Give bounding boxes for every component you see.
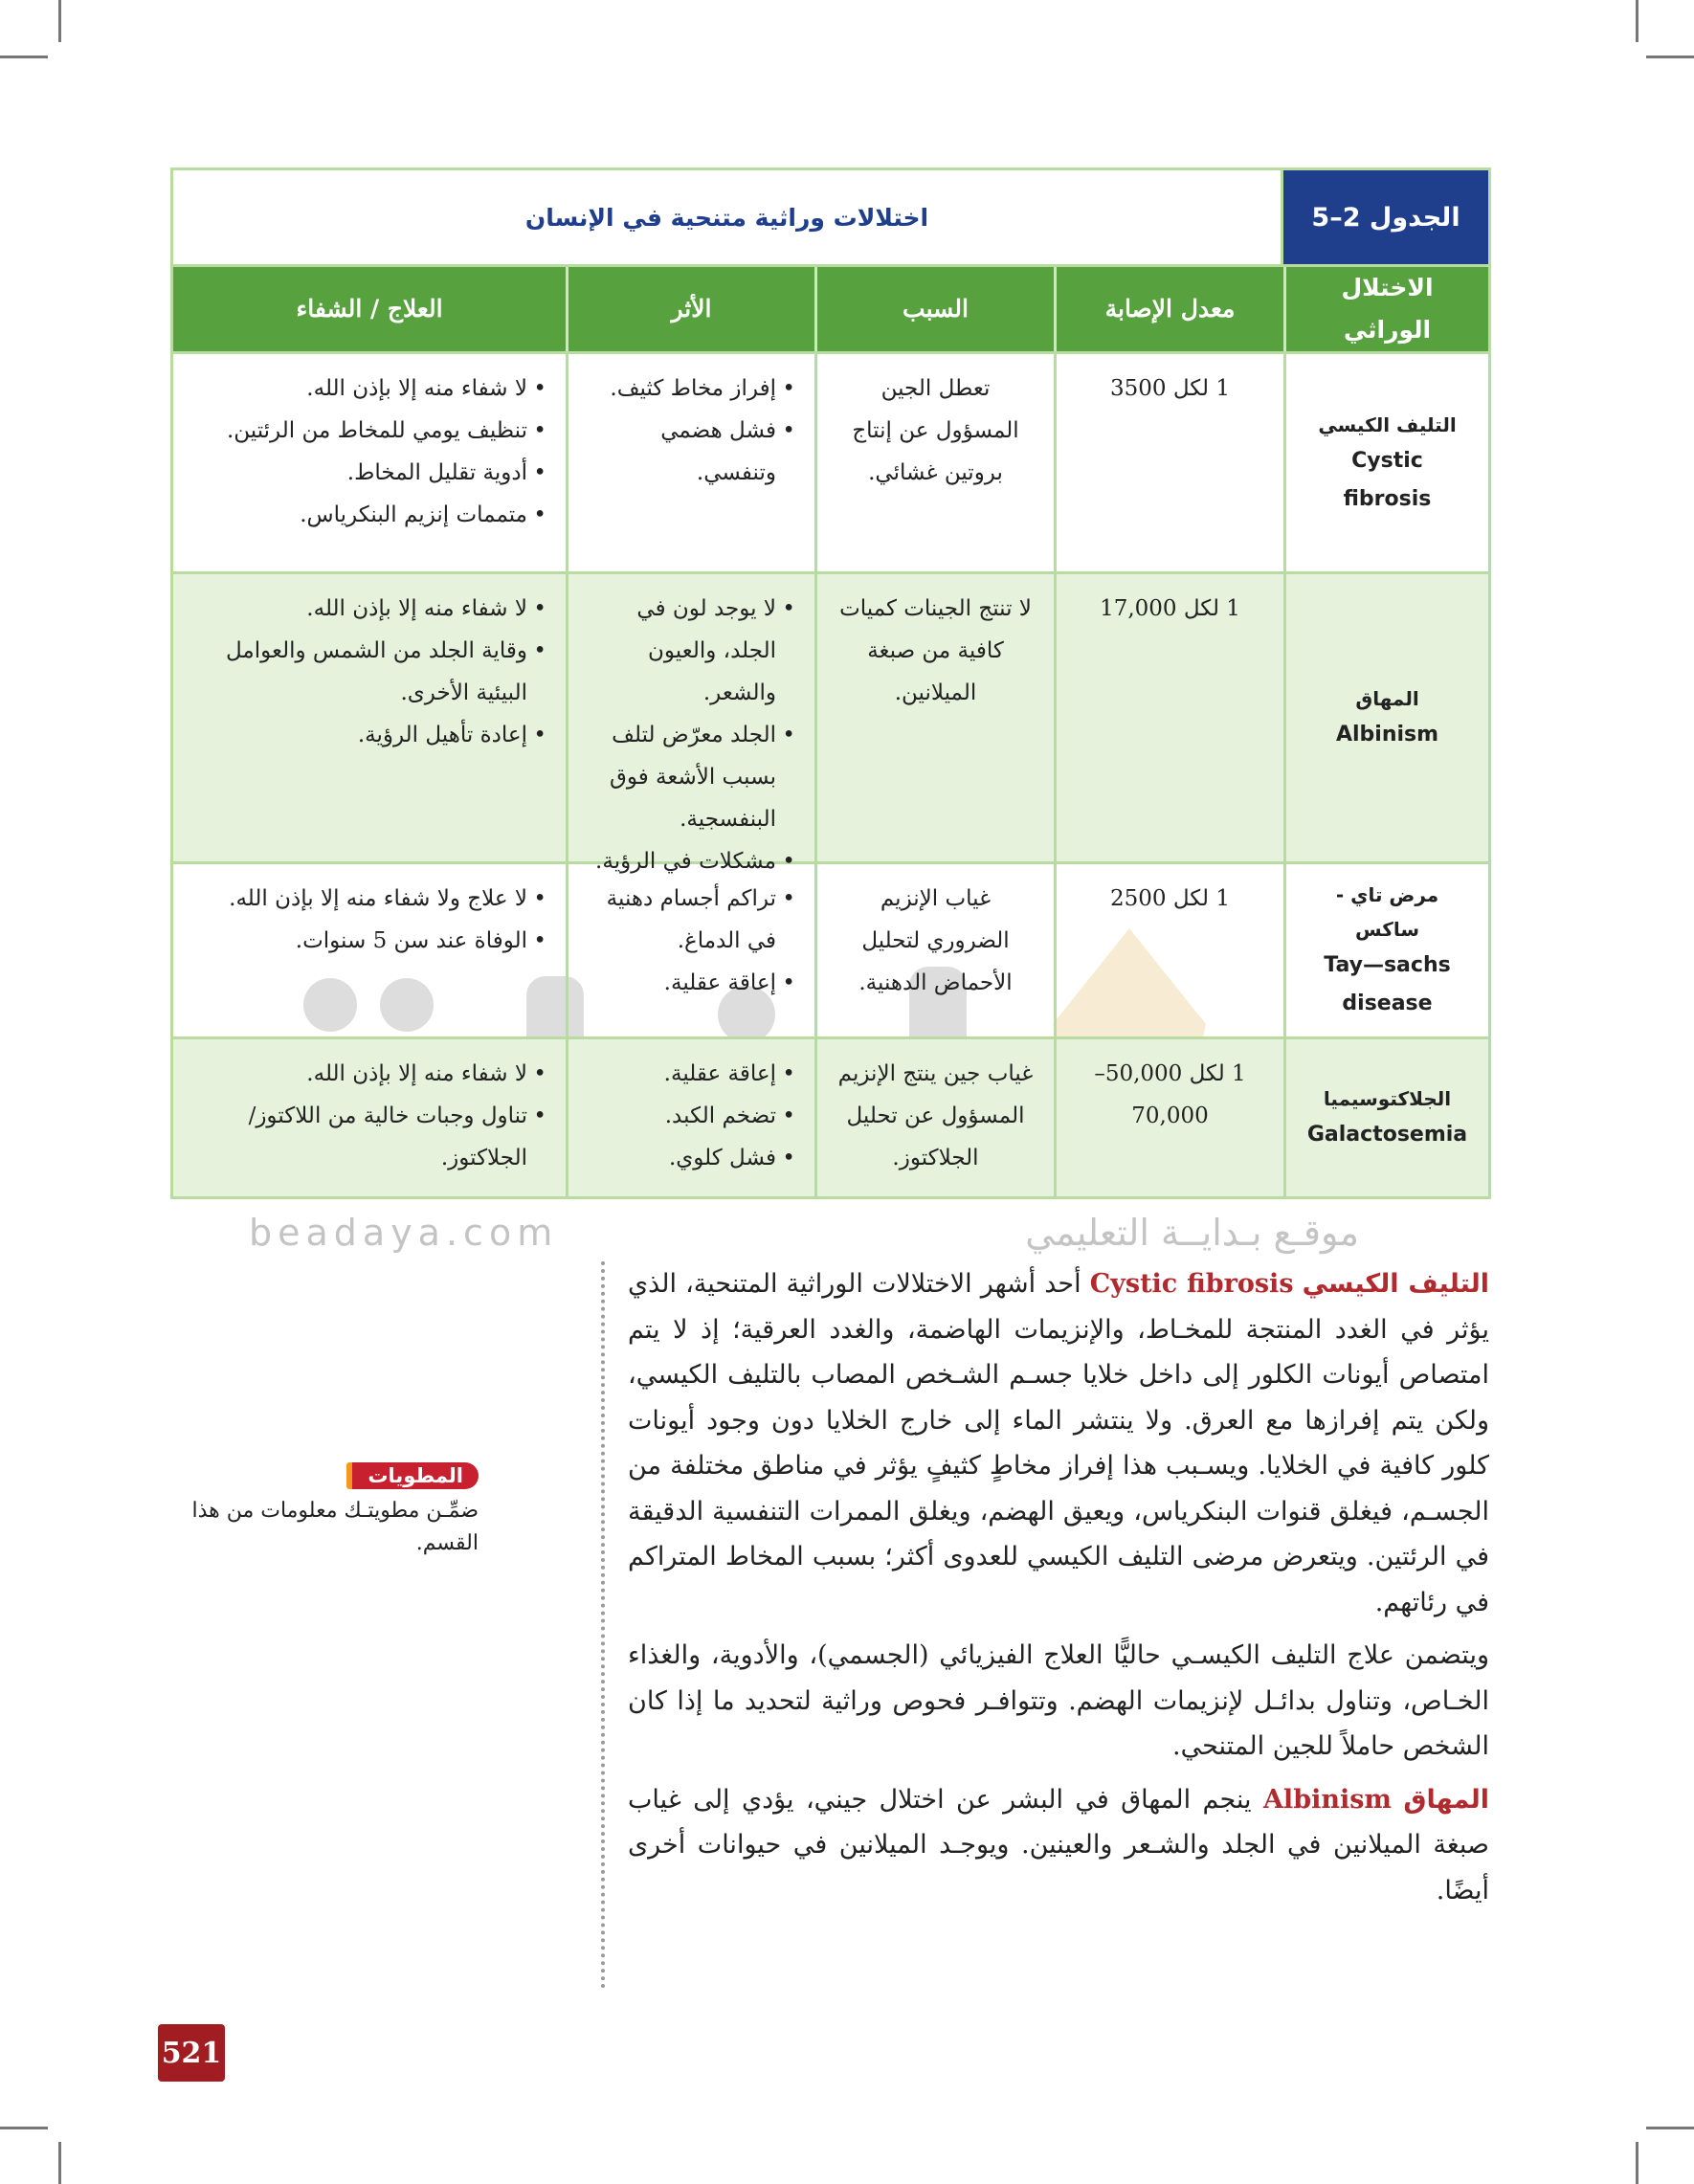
keyword-ar: المهاق — [1403, 1784, 1489, 1815]
list-item: • الجلد معرّض لتلف بسبب الأشعة فوق البنفسجية. — [588, 714, 795, 840]
column-divider — [601, 1261, 605, 1989]
crop-mark — [0, 2127, 48, 2129]
effect-cell — [566, 574, 814, 874]
cause-cell: تعطل الجين المسؤول عن إنتاج بروتين غشائي. — [814, 354, 1054, 571]
effect-cell — [566, 354, 814, 571]
list-item: • إعاقة عقلية. — [588, 962, 795, 1004]
crop-mark — [1646, 2127, 1694, 2129]
disorder-name-ar: التليف الكيسي — [1318, 412, 1457, 436]
disorder-name-ar: الجلاكتوسيميا — [1323, 1087, 1452, 1110]
list-item: • إفراز مخاط كثيف. — [588, 368, 795, 410]
disorder-name-ar: المهاق — [1355, 687, 1419, 710]
disorder-cell — [1283, 864, 1488, 1036]
keyword-ar: التليف الكيسي — [1302, 1269, 1490, 1299]
paragraph-albinism — [628, 1777, 1489, 1914]
table-header-row — [173, 267, 1488, 354]
table-row — [173, 354, 1488, 574]
list-item: • تراكم أجسام دهنية في الدماغ. — [588, 878, 795, 962]
list-item: • تضخم الكبد. — [588, 1095, 795, 1137]
list-item: • الوفاة عند سن 5 سنوات. — [192, 920, 546, 962]
page-number: 521 — [158, 2024, 225, 2082]
treatment-cell — [173, 574, 566, 861]
list-item: • لا شفاء منه إلا بإذن الله. — [192, 1053, 546, 1095]
list-item: • لا شفاء منه إلا بإذن الله. — [192, 588, 546, 630]
watermark-url: beadaya.com — [249, 1212, 559, 1254]
body-text — [628, 1261, 1489, 1921]
incidence-cell: 1 لكل 3500 — [1054, 354, 1283, 571]
disorder-name-en: Cystic fibrosis — [1343, 448, 1432, 511]
list-item: • وقاية الجلد من الشمس والعوامل البيئية الأخرى. — [192, 630, 546, 714]
header-incidence: معدل الإصابة — [1054, 267, 1283, 351]
list-item: • فشل هضمي وتنفسي. — [588, 410, 795, 494]
header-disorder: الاختلال الوراثي — [1283, 267, 1488, 351]
crop-mark — [1636, 0, 1638, 42]
cause-cell: غياب الإنزيم الضروري لتحليل الأحماض الدهنية. — [814, 864, 1054, 1036]
table-row — [173, 1039, 1488, 1196]
watermark-site: موقـع بـدايــة التعليمي — [1025, 1212, 1359, 1254]
incidence-cell: 1 لكل 17,000 — [1054, 574, 1283, 861]
table-title: اختلالات وراثية متنحية في الإنسان — [173, 170, 1283, 264]
header-effect: الأثر — [566, 267, 814, 351]
keyword-en: Cystic fibrosis — [1089, 1269, 1294, 1299]
incidence-cell: 1 لكل 2500 — [1054, 864, 1283, 1036]
paragraph-treatment: ويتضمن علاج التليف الكيسـي حاليًّا العلاج الفيزيائي (الجسمي)، والأدوية، والغذاء الخـاص، وتناول بدائـل لإنزيمات الهضم. وتتوافـر فحوص وراثية لتحديد ما إذا كان الشخص حاملاً للجين المتنحي. — [628, 1640, 1489, 1761]
list-item: • متممات إنزيم البنكرياس. — [192, 494, 546, 536]
crop-mark — [0, 56, 48, 58]
disorder-name-en: Galactosemia — [1306, 1123, 1468, 1147]
crop-mark — [1636, 2142, 1638, 2184]
crop-mark — [1646, 56, 1694, 58]
list-item: • مشكلات في الرؤية. — [588, 840, 795, 882]
crop-mark — [58, 0, 61, 42]
effect-cell — [566, 864, 814, 1036]
paragraph-cystic-fibrosis — [628, 1261, 1489, 1625]
cause-cell: لا تنتج الجينات كميات كافية من صبغة الميلانين. — [814, 574, 1054, 861]
treatment-cell — [173, 1039, 566, 1196]
paragraph-text: أحد أشهر الاختلالات الوراثية المتنحية، الذي يؤثر في الغدد المنتجة للمخـاط، والإنزيمات الهاضمة، والغدد العرقية؛ إذ لا يتم امتصاص أيونات الكلور إلى داخل خلايا جسـم الشـخص المصاب بالتليف الكيسي، ولكن يتم إفرازها مع العرق. ولا ينتشر الماء إلى خارج الخلايا دون وجود أيونات كلور كافية في الخلايا. ويسـبب هذا إفراز مخاطٍ كثيفٍ يؤثر في مناطق مختلفة من الجسـم، فيغلق قنوات البنكرياس، ويعيق الهضم، ويغلق الممرات التنفسية الدقيقة في الرئتين. ويتعرض مرضى التليف الكيسي للعدوى أكثر؛ بسبب المخاط المتراكم في رئاتهم. — [628, 1269, 1489, 1617]
crop-mark — [58, 2142, 61, 2184]
treatment-cell — [173, 354, 566, 571]
list-item: • تناول وجبات خالية من اللاكتوز/ الجلاكتوز. — [192, 1095, 546, 1179]
watermark-text — [249, 1204, 1359, 1261]
keyword-en: Albinism — [1262, 1784, 1392, 1815]
table-caption — [173, 170, 1488, 267]
list-item: • لا علاج ولا شفاء منه إلا بإذن الله. — [192, 878, 546, 920]
foldables-text: ضمِّـن مطويتـك معلومات من هذا القسم. — [191, 1499, 479, 1555]
header-cause: السبب — [814, 267, 1054, 351]
list-item: • أدوية تقليل المخاط. — [192, 452, 546, 494]
list-item: • تنظيف يومي للمخاط من الرئتين. — [192, 410, 546, 452]
effect-cell — [566, 1039, 814, 1196]
disorder-name-ar: مرض تاي - ساكس — [1335, 883, 1439, 941]
table-number: الجدول 2–5 — [1283, 170, 1488, 264]
disorder-cell — [1283, 354, 1488, 571]
disorders-table — [170, 167, 1491, 1199]
list-item: • لا يوجد لون في الجلد، والعيون والشعر. — [588, 588, 795, 714]
disorder-cell — [1283, 574, 1488, 861]
cause-cell: غياب جين ينتج الإنزيم المسؤول عن تحليل الجلاكتوز. — [814, 1039, 1054, 1196]
foldables-badge: المطويات — [346, 1462, 479, 1489]
foldables-note — [172, 1462, 479, 1560]
list-item: • فشل كلوي. — [588, 1137, 795, 1179]
disorder-cell — [1283, 1039, 1488, 1196]
table-row — [173, 574, 1488, 874]
disorder-name-en: Albinism — [1335, 723, 1439, 747]
treatment-cell — [173, 864, 566, 1036]
table-row — [173, 864, 1488, 1039]
list-item: • إعاقة عقلية. — [588, 1053, 795, 1095]
list-item: • إعادة تأهيل الرؤية. — [192, 714, 546, 756]
paragraph-text: ينجم المهاق في البشر عن اختلال جيني، يؤدي إلى غياب صبغة الميلانين في الجلد والشـعر والعينين. ويوجـد الميلانين في حيوانات أخرى أيضًا. — [628, 1784, 1489, 1905]
incidence-cell: 1 لكل 50,000–70,000 — [1054, 1039, 1283, 1196]
disorder-name-en: Tay—sachs disease — [1324, 953, 1451, 1015]
header-treatment: العلاج / الشفاء — [296, 295, 443, 323]
list-item: • لا شفاء منه إلا بإذن الله. — [192, 368, 546, 410]
